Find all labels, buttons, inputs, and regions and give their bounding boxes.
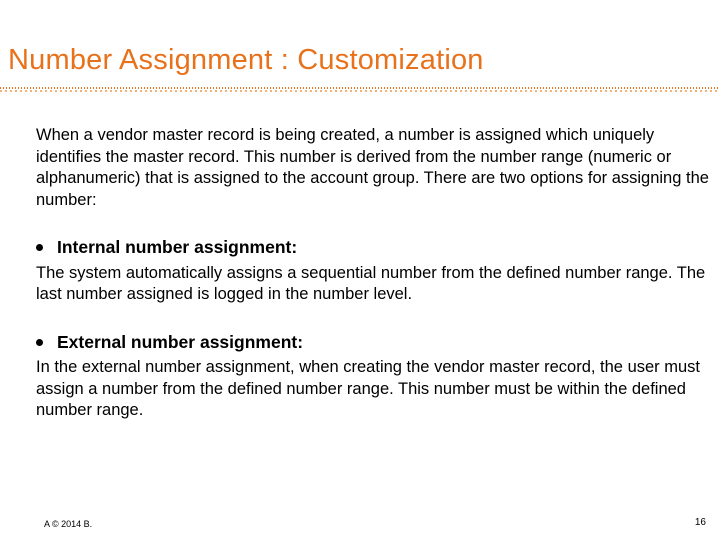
bullet-dot-icon [36, 244, 43, 251]
intro-paragraph: When a vendor master record is being created, a number is assigned which uniquely identifies the master record. This number is derived from the number range (numeric or alphanumeric) that is assigned to the account group. There are two options for assigning the number: [36, 126, 709, 209]
slide-content [36, 125, 716, 422]
slide-title: Number Assignment : Customization [8, 44, 484, 76]
bullet-internal [36, 237, 716, 259]
external-description: In the external number assignment, when creating the vendor master record, the user must assign a number from the defined number range. This number must be within the defined number range. [36, 358, 701, 419]
bullet-heading-internal: Internal number assignment: [57, 237, 298, 257]
internal-description: The system automatically assigns a sequential number from the defined number range. The last number assigned is logged in the number level. [36, 263, 706, 303]
footer-copyright: A © 2014 B. [44, 519, 93, 529]
bullet-heading-external: External number assignment: [57, 331, 304, 352]
title-divider [0, 87, 720, 92]
page-number: 16 [694, 517, 706, 528]
bullet-external [36, 332, 716, 354]
bullet-dot-icon [36, 339, 43, 346]
